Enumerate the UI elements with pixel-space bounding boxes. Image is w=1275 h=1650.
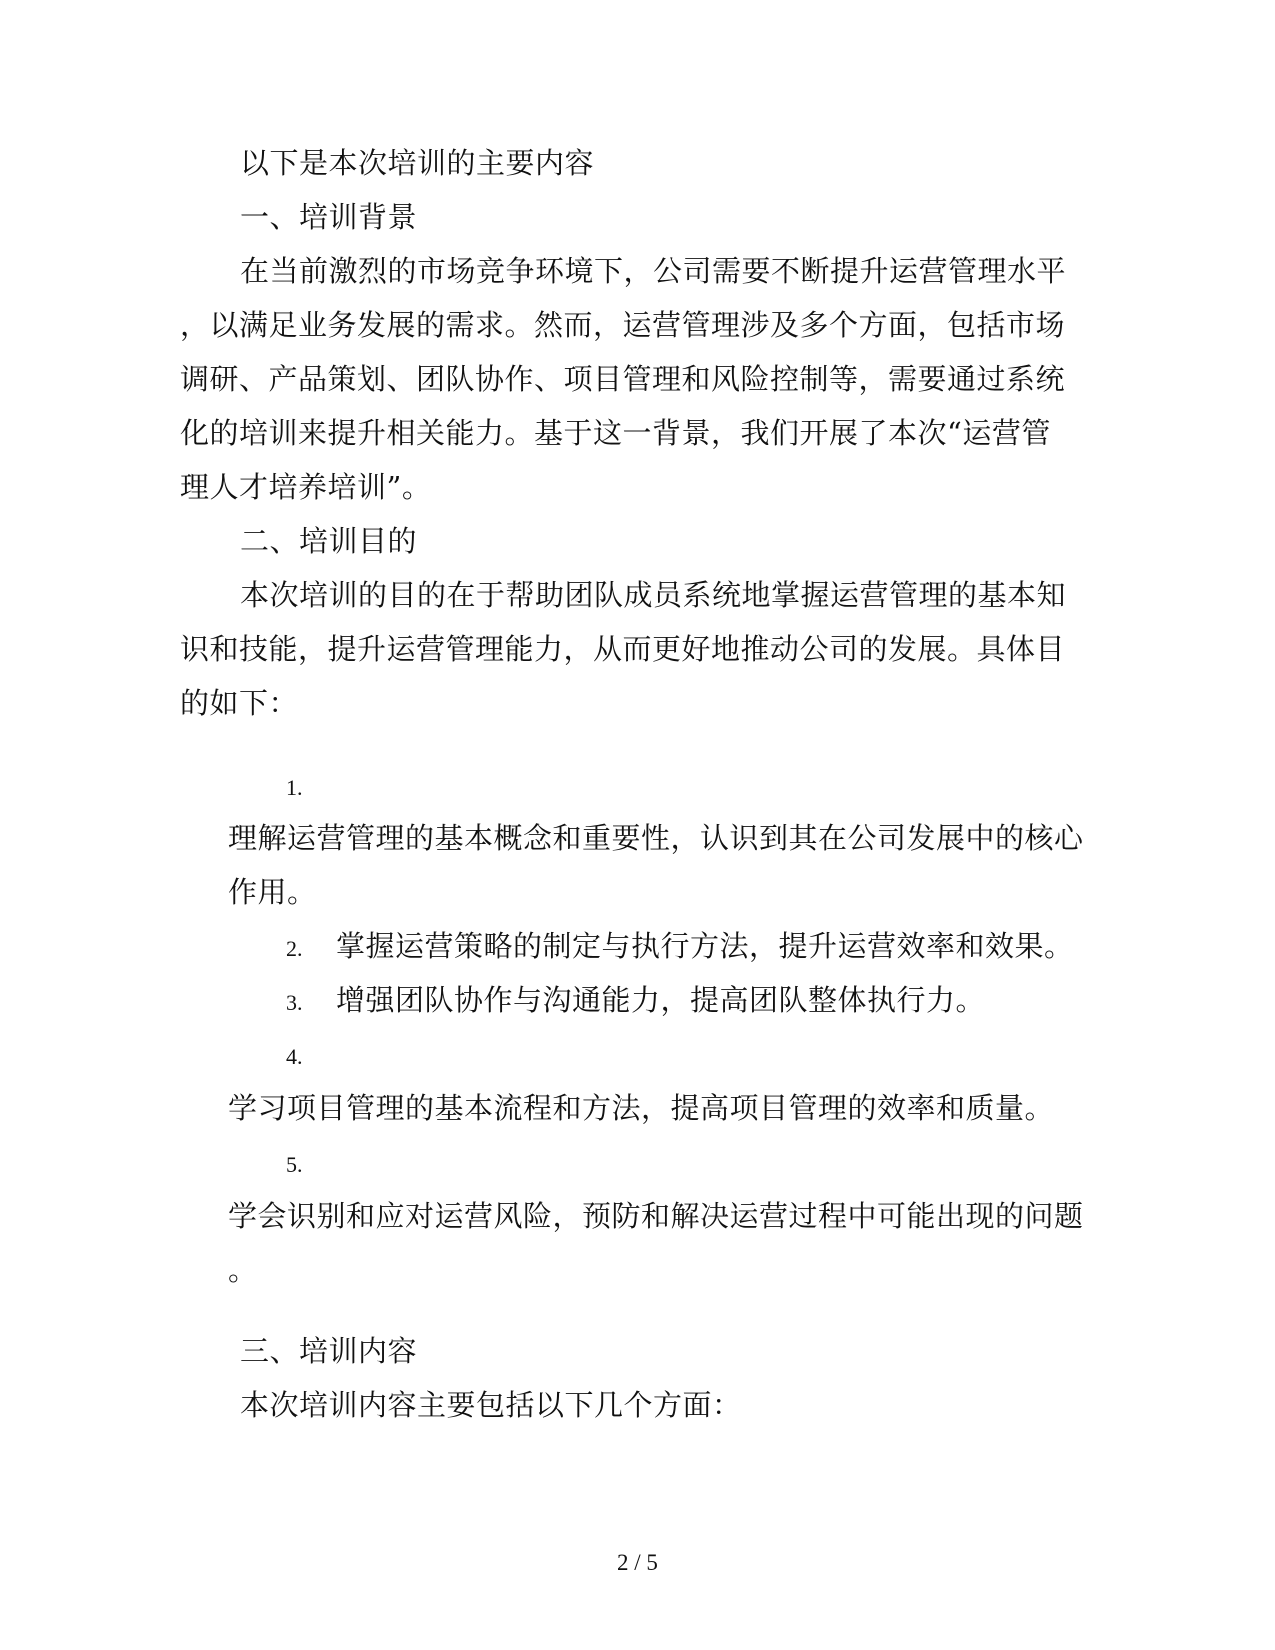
list-item-number: 1. — [286, 775, 303, 800]
intro-text: 以下是本次培训的主要内容 — [240, 146, 595, 180]
paragraph-line: 化的培训来提升相关能力。基于这一背景，我们开展了本次“运营管 — [180, 416, 1051, 450]
paragraph-line: 本次培训内容主要包括以下几个方面： — [240, 1388, 742, 1422]
list-item-text: 。 — [228, 1253, 258, 1287]
list-item-number: 5. — [286, 1152, 303, 1177]
paragraph-line: 理人才培养培训”。 — [180, 470, 432, 504]
list-item-text: 增强团队协作与沟通能力，提高团队整体执行力。 — [336, 983, 986, 1017]
page-number: 2 / 5 — [617, 1550, 658, 1575]
list-item-text: 掌握运营策略的制定与执行方法，提升运营效率和效果。 — [336, 929, 1074, 963]
paragraph-line: 的如下： — [180, 686, 299, 720]
paragraph-line: 调研、产品策划、团队协作、项目管理和风险控制等，需要通过系统 — [180, 362, 1066, 396]
section-heading-content: 三、培训内容 — [240, 1334, 418, 1368]
list-item-number: 2. — [286, 936, 303, 961]
list-item-number: 4. — [286, 1044, 303, 1069]
list-item-text: 学习项目管理的基本流程和方法，提高项目管理的效率和质量。 — [228, 1091, 1055, 1125]
list-item-text: 学会识别和应对运营风险，预防和解决运营过程中可能出现的问题 — [228, 1199, 1084, 1233]
paragraph-line: 在当前激烈的市场竞争环境下，公司需要不断提升运营管理水平 — [240, 254, 1067, 288]
section-heading-purpose: 二、培训目的 — [240, 524, 418, 558]
paragraph-line: 识和技能，提升运营管理能力，从而更好地推动公司的发展。具体目 — [180, 632, 1066, 666]
section-heading-background: 一、培训背景 — [240, 200, 418, 234]
list-item-text: 作用。 — [228, 875, 317, 909]
list-item-text: 理解运营管理的基本概念和重要性，认识到其在公司发展中的核心 — [228, 821, 1084, 855]
paragraph-line: 本次培训的目的在于帮助团队成员系统地掌握运营管理的基本知 — [240, 578, 1067, 612]
list-item-number: 3. — [286, 990, 303, 1015]
paragraph-line: ，以满足业务发展的需求。然而，运营管理涉及多个方面，包括市场 — [180, 308, 1066, 342]
